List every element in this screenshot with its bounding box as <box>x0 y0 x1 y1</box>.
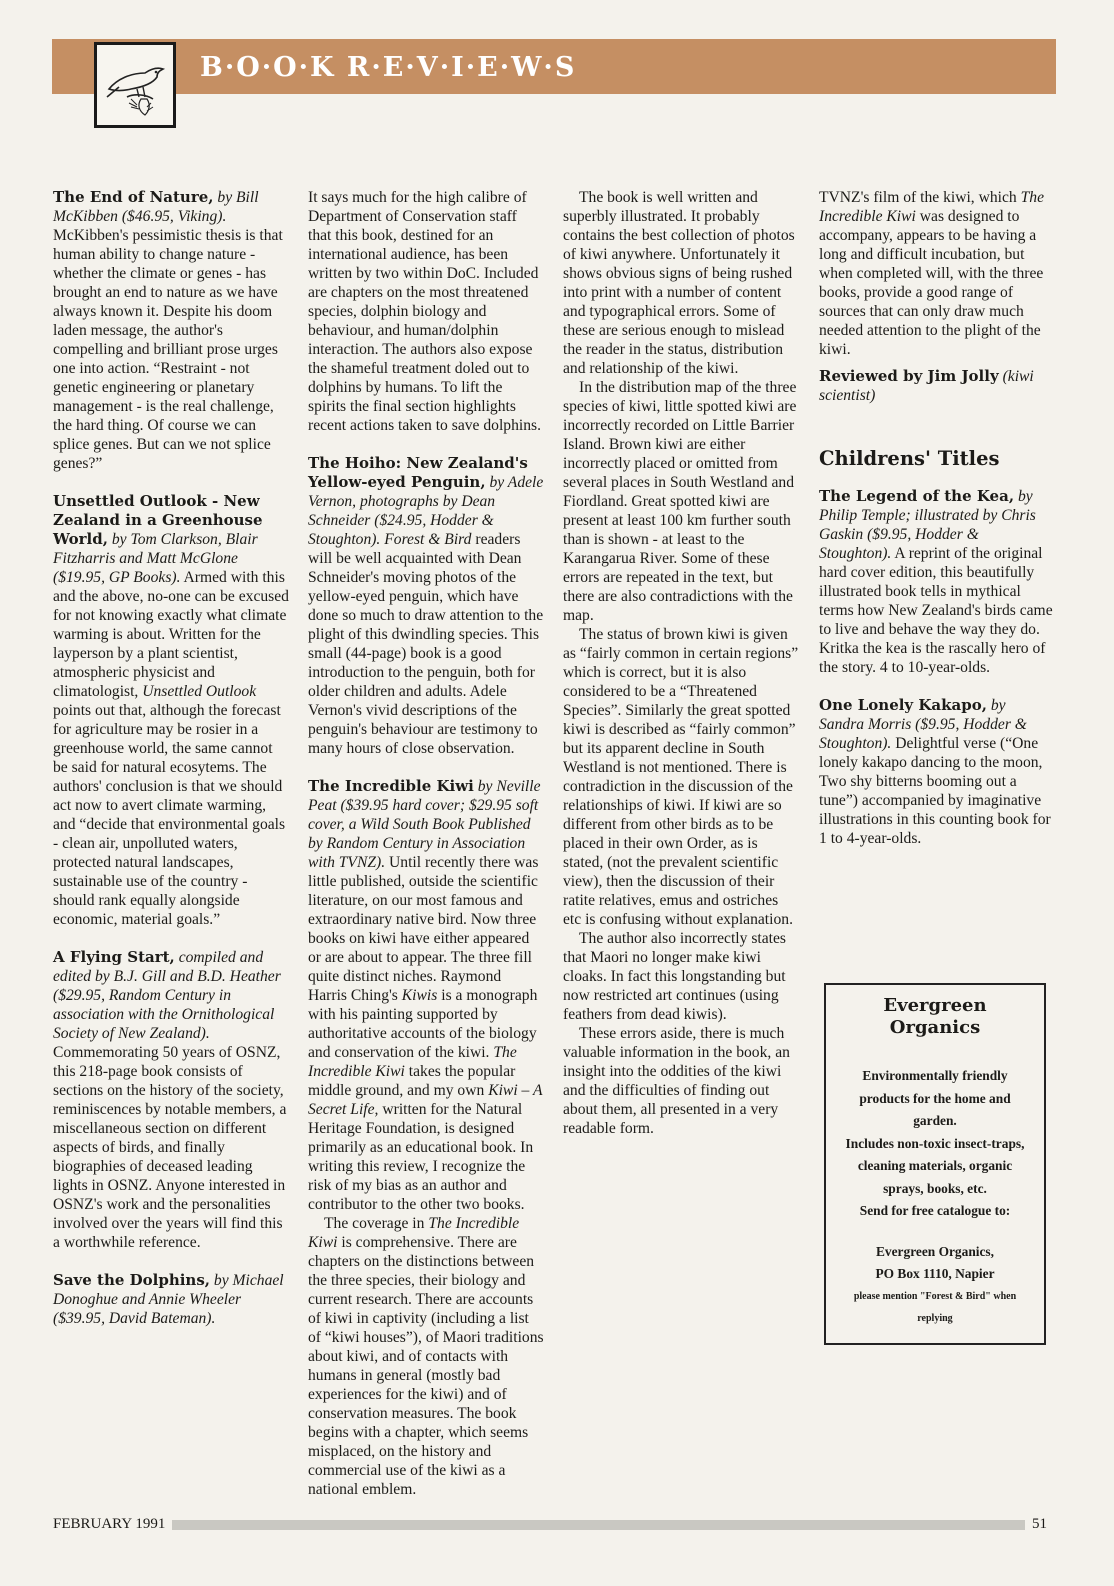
review-hoiho <box>308 454 544 758</box>
review-text: Until recently there was little published, outside the scientific literature, on our most famous and extraordinary native bird. Now three books on kiwi have either appeared or are about to appear. The three fill quite distinct niches. Raymond Harris Ching's <box>308 854 539 1004</box>
review-title: The Incredible Kiwi <box>308 777 474 795</box>
ad-line: Environmentally friendly products for the home and garden. <box>859 1068 1011 1128</box>
review-text: was designed to accompany, appears to be having a long and difficult incubation, but when completed will, with the three books, provide a good range of sources that can only draw much needed attention to the plight of the kiwi. <box>819 208 1044 358</box>
review-text-italic: Kiwi – A Secret Life, <box>308 1082 543 1118</box>
review-legend-of-kea <box>819 487 1054 677</box>
review-byline: Michael Donoghue and Annie Wheeler ($39.95, David Bateman). <box>53 1272 284 1327</box>
review-title: The End of Nature, <box>53 188 214 206</box>
review-save-dolphins-text: It says much for the high calibre of Department of Conservation staff that this book, destined for an international audience, has been written by two within DoC. Included are chapters on the most threatened species, dolphin biology and behaviour, and human/dolphin interaction. The authors also expose the shameful treatment doled out to dolphins by humans. To lift the spirits the final section highlights recent actions taken to save dolphins. <box>308 189 541 434</box>
bird-icon <box>101 49 171 123</box>
ad-note: please mention "Forest & Bird" when replying <box>853 1290 1017 1324</box>
review-text: is a monograph with his painting supported by authoritative accounts of the biology and conservation of the kiwi. <box>308 987 538 1061</box>
ad-address: PO Box 1110, Napier <box>875 1266 995 1281</box>
review-text: written for the Natural Heritage Foundation, is designed primarily as an educational book. In writing this review, I recognize the risk of my bias as an author and contributor to the other two books. <box>308 1101 534 1213</box>
advertisement-box <box>824 983 1046 1345</box>
footer-rule <box>172 1520 1025 1530</box>
review-text: Delightful verse (“One lonely kakapo dancing to the moon, Two shy bitterns booming out a tune”) accompanied by imaginative illustrations in this counting book for 1 to 4-year-olds. <box>819 735 1051 847</box>
review-byline-by: by <box>990 697 1006 714</box>
review-byline-by: by <box>213 1272 229 1289</box>
review-text: takes the popular middle ground, and my own <box>308 1063 516 1099</box>
review-title: Unsettled Outlook - New Zealand in a Greenhouse World, <box>53 492 263 548</box>
review-paragraph: The author also incorrectly states that Maori no longer make kiwi cloaks. In fact this longstanding but now restricted art continues (using feathers from dead kiwis). <box>563 930 786 1023</box>
review-flying-start <box>53 948 289 1252</box>
review-one-lonely-kakapo <box>819 696 1054 848</box>
review-title: Save the Dolphins, <box>53 1271 211 1289</box>
review-byline-by: by <box>477 778 493 795</box>
review-byline-by: by <box>1017 488 1033 505</box>
review-byline: compiled and edited by B.J. Gill and B.D. Heather ($29.95, Random Century in association with the Ornithological Society of New Zealand). <box>53 949 281 1042</box>
review-text-italic: Kiwis <box>401 987 438 1004</box>
ad-title: Evergreen Organics <box>883 995 987 1038</box>
review-byline: by Tom Clarkson, Blair Fitzharris and Matt McGlone ($19.95, GP Books). <box>53 531 258 586</box>
review-text-italic: The Incredible Kiwi <box>819 189 1044 225</box>
section-heading: Childrens' Titles <box>819 447 1000 470</box>
review-text-italic: The Incredible Kiwi <box>308 1215 520 1251</box>
review-text: is comprehensive. There are chapters on the distinctions between the three species, their biology and current research. There are accounts of kiwi in captivity (including a list of “kiwi houses”), of Maori traditions about kiwi, and of contacts with humans in general (mostly bad experiences for the kiwi) and of conservation measures. The book begins with a chapter, which seems misplaced, on the history and commercial use of the kiwi as a national emblem. <box>308 1234 544 1498</box>
ad-address: Evergreen Organics, <box>875 1243 994 1259</box>
review-save-dolphins-header <box>53 1271 289 1328</box>
review-text: readers will be well acquainted with Dean Schneider's moving photos of the yellow-eyed penguin, which have done so much to draw attention to the plight of this dwindling species. This small (44-page) book is a good introduction to the penguin, both for older children and adults. Adele Vernon's vivid descriptions of the penguin's behaviour are testimony to many hours of close observation. <box>308 531 544 757</box>
review-byline: by Adele Vernon, photographs by Dean Schneider ($24.95, Hodder & Stoughton). <box>308 474 544 548</box>
footer-date: FEBRUARY 1991 <box>53 1516 166 1532</box>
review-byline: Philip Temple; illustrated by Chris Gaskin ($9.95, Hodder & Stoughton). <box>819 507 1036 562</box>
review-title: The Legend of the Kea, <box>819 487 1015 505</box>
review-byline: Neville Peat ($39.95 hard cover; $29.95 soft cover, a Wild South Book Published by Random Century in Association with TVNZ). <box>308 778 541 871</box>
review-incredible-kiwi <box>308 777 544 1214</box>
review-title: One Lonely Kakapo, <box>819 696 987 714</box>
ad-line: Send for free catalogue to: <box>859 1203 1011 1218</box>
logo <box>94 42 176 128</box>
reviewer-role: (kiwi scientist) <box>819 368 1034 404</box>
review-end-of-nature <box>53 188 289 473</box>
review-paragraph: In the distribution map of the three species of kiwi, little spotted kiwi are incorrectly recorded on Little Barrier Island. Brown kiwi are either incorrectly placed or omitted from several places in South Westland and Fiordland. Great spotted kiwi are present at least 100 km further south than is shown - at least to the Karangarua River. Some of these errors are repeated in the text, but there are also contradictions with the map. <box>563 379 797 624</box>
review-text: TVNZ's film of the kiwi, which <box>819 189 1017 206</box>
review-unsettled-outlook <box>53 492 289 929</box>
review-title: The Hoiho: New Zealand's Yellow-eyed Penguin, <box>308 454 528 491</box>
review-byline: Sandra Morris ($9.95, Hodder & Stoughton). <box>819 716 1027 752</box>
review-text: A reprint of the original hard cover edition, this beautifully illustrated book tells in mythical terms how New Zealand's birds came to live and behave the way they do. Kritka the kea is the rascally hero of the story. 4 to 10-year-olds. <box>819 545 1053 676</box>
review-text-italic: Forest & Bird <box>384 531 472 548</box>
review-text: The coverage in <box>324 1215 425 1232</box>
review-text-italic: Unsettled Outlook <box>142 683 257 700</box>
page-number: 51 <box>1032 1516 1047 1532</box>
review-text: points out that, although the forecast for agriculture may be rosier in a greenhouse world, the same cannot be said for natural ecosytems. The authors' conclusion is that we should act now to avert climate warming, and “decide that environmental goals - clean air, unpolluted waters, protected natural landscapes, sustainable use of the country - should rank equally alongside economic, material goals.” <box>53 702 286 928</box>
review-byline: by Bill McKibben ($46.95, Viking). <box>53 189 259 225</box>
review-text: Commemorating 50 years of OSNZ, this 218-page book consists of sections on the history of the society, reminiscences by notable members, a miscellaneous section on different aspects of birds, and finally biographies of deceased leading lights in OSNZ. Anyone interested in OSNZ's work and the personalities involved over the years will find this a worthwhile reference. <box>53 1044 287 1251</box>
column-3-body <box>563 188 799 1138</box>
column-1 <box>53 188 289 1328</box>
column-2 <box>308 188 544 1499</box>
review-title: A Flying Start, <box>53 948 175 966</box>
review-text: Armed with this and the above, no-one can be excused for not knowing exactly what climate warming is about. Written for the layperson by a plant scientist, atmospheric physicist and climatologist, <box>53 569 289 700</box>
review-paragraph: These errors aside, there is much valuable information in the book, an insight into the oddities of the kiwi and the difficulties of finding out about them, all presented in a very readable form. <box>563 1025 790 1137</box>
review-text-italic: The Incredible Kiwi <box>308 1044 517 1080</box>
review-paragraph <box>819 188 1054 359</box>
review-text: McKibben's pessimistic thesis is that human ability to change nature - whether the climate or genes - has brought an end to nature as we have always known it. Despite his doom laden message, the author's compelling and brilliant prose urges one into action. “Restraint - not genetic engineering or planetary management - is the real challenge, the hard thing. Of course we can splice genes. But can we not splice genes?” <box>53 227 283 472</box>
reviewer-name: Reviewed by Jim Jolly <box>819 367 999 385</box>
review-paragraph: The status of brown kiwi is given as “fairly common in certain regions” which is correct, but it is also considered to be a “Threatened Species”. Similarly the great spotted kiwi is described as “fairly common” but its apparent decline in South Westland is not mentioned. There is contradiction in the discussion of the relationships of kiwi. If kiwi are so different from other birds as to be placed in their own Order, as is stated, (not the prevalent scientific view), then the discussion of their ratite relatives, emus and ostriches etc is confusing without explanation. <box>563 626 799 928</box>
review-paragraph: The book is well written and superbly illustrated. It probably contains the best collection of photos of kiwi anywhere. Unfortunately it shows obvious signs of being rushed into print with a number of content and typographical errors. Some of these are serious enough to mislead the reader in the status, distribution and relationship of the kiwi. <box>563 189 795 377</box>
review-paragraph <box>308 1214 544 1499</box>
ad-line: Includes non-toxic insect-traps, cleaning materials, organic sprays, books, etc. <box>845 1135 1025 1196</box>
reviewer-credit <box>819 367 1054 405</box>
page-title: B·O·O·K R·E·V·I·E·W·S <box>200 52 577 83</box>
column-4 <box>819 188 1054 848</box>
